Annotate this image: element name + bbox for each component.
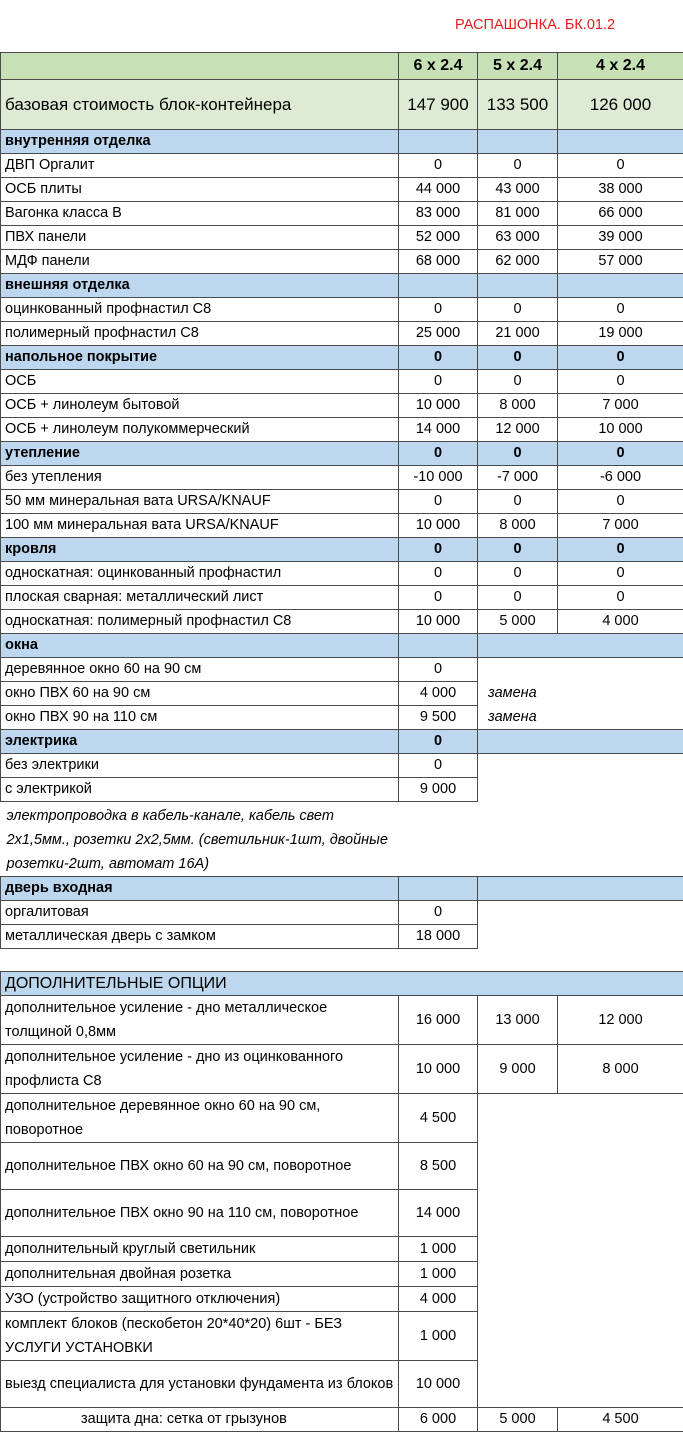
blank-cell	[478, 1287, 683, 1312]
table-row	[1, 754, 683, 778]
column-header: 6 x 2.4	[399, 53, 478, 80]
header-empty-cell	[1, 53, 399, 80]
section-value	[399, 130, 478, 154]
table-row	[1, 202, 683, 226]
blank-cell	[478, 1237, 683, 1262]
option-value: 13 000	[478, 996, 558, 1045]
item-value: 14 000	[399, 418, 478, 442]
section-value	[399, 274, 478, 298]
item-value: 25 000	[399, 322, 478, 346]
table-row	[1, 901, 683, 925]
table-row	[1, 490, 683, 514]
item-value: 0	[399, 586, 478, 610]
table-row	[1, 1408, 683, 1432]
section-title: дверь входная	[1, 877, 399, 901]
option-value: 9 000	[478, 1045, 558, 1094]
table-row	[1, 1094, 683, 1143]
item-label: односкатная: оцинкованный профнастил	[1, 562, 399, 586]
item-value: -7 000	[478, 466, 558, 490]
section-value	[399, 877, 478, 901]
table-row	[1, 1190, 683, 1237]
option-value: 12 000	[558, 996, 683, 1045]
item-value: 0	[399, 562, 478, 586]
item-label: оргалитовая	[1, 901, 399, 925]
document-title: РАСПАШОНКА. БК.01.2	[455, 17, 615, 33]
item-value: 8 000	[478, 514, 558, 538]
table-row	[1, 514, 683, 538]
item-label: ОСБ	[1, 370, 399, 394]
item-value: 0	[399, 754, 478, 778]
option-value: 5 000	[478, 1408, 558, 1432]
spacer-row	[1, 949, 683, 972]
table-row	[1, 706, 683, 730]
base-price-value: 133 500	[478, 80, 558, 130]
option-label: дополнительное усиление - дно металлическое толщиной 0,8мм	[1, 996, 399, 1045]
option-label: дополнительное деревянное окно 60 на 90 см, поворотное	[1, 1094, 399, 1143]
item-value: 0	[478, 298, 558, 322]
section-value: 0	[558, 538, 683, 562]
section-value: 0	[399, 538, 478, 562]
blank-cell	[478, 1312, 683, 1361]
item-label: ДВП Оргалит	[1, 154, 399, 178]
item-value: 0	[558, 586, 683, 610]
table-row	[1, 226, 683, 250]
section-value	[558, 130, 683, 154]
blank-cell	[478, 1361, 683, 1408]
base-price-value: 126 000	[558, 80, 683, 130]
option-label: дополнительное усиление - дно из оцинкованного профлиста С8	[1, 1045, 399, 1094]
blank-cell	[478, 778, 683, 802]
item-label: Вагонка класса В	[1, 202, 399, 226]
item-label: металлическая дверь с замком	[1, 925, 399, 949]
column-header: 5 x 2.4	[478, 53, 558, 80]
price-table-body	[1, 53, 683, 1432]
blank-cell	[478, 1190, 683, 1237]
item-value: 4 000	[399, 682, 478, 706]
section-title: кровля	[1, 538, 399, 562]
item-label: окно ПВХ 60 на 90 см	[1, 682, 399, 706]
base-price-row	[1, 80, 683, 130]
item-label: МДФ панели	[1, 250, 399, 274]
option-value: 8 500	[399, 1143, 478, 1190]
spacer-cell	[1, 949, 683, 972]
section-title: окна	[1, 634, 399, 658]
item-value: 7 000	[558, 514, 683, 538]
option-value: 1 000	[399, 1312, 478, 1361]
item-value: 81 000	[478, 202, 558, 226]
table-row	[1, 370, 683, 394]
item-value: 38 000	[558, 178, 683, 202]
table-row	[1, 658, 683, 682]
item-value: 0	[478, 586, 558, 610]
table-row	[1, 610, 683, 634]
option-value: 4 500	[399, 1094, 478, 1143]
item-value: 63 000	[478, 226, 558, 250]
blank-cell	[478, 901, 683, 925]
section-value: 0	[399, 730, 478, 754]
table-row	[1, 394, 683, 418]
option-label: комплект блоков (пескобетон 20*40*20) 6шт - БЕЗ УСЛУГИ УСТАНОВКИ	[1, 1312, 399, 1361]
option-value: 4 500	[558, 1408, 683, 1432]
section-value	[399, 634, 478, 658]
section-title: электрика	[1, 730, 399, 754]
table-row	[1, 322, 683, 346]
item-value: 10 000	[558, 418, 683, 442]
table-row	[1, 298, 683, 322]
item-label: полимерный профнастил С8	[1, 322, 399, 346]
item-value: 44 000	[399, 178, 478, 202]
table-row	[1, 1045, 683, 1094]
section-header-roof	[1, 538, 683, 562]
section-header-electrics	[1, 730, 683, 754]
item-value: -6 000	[558, 466, 683, 490]
blank-cell	[478, 1262, 683, 1287]
option-label: выезд специалиста для установки фундамента из блоков	[1, 1361, 399, 1408]
option-label: дополнительная двойная розетка	[1, 1262, 399, 1287]
column-header: 4 x 2.4	[558, 53, 683, 80]
section-header-windows	[1, 634, 683, 658]
option-label: дополнительное ПВХ окно 90 на 110 см, поворотное	[1, 1190, 399, 1237]
item-label: окно ПВХ 90 на 110 см	[1, 706, 399, 730]
option-value: 8 000	[558, 1045, 683, 1094]
option-label: защита дна: сетка от грызунов	[1, 1408, 399, 1432]
item-value: 5 000	[478, 610, 558, 634]
item-value: 68 000	[399, 250, 478, 274]
item-value: 21 000	[478, 322, 558, 346]
item-value: 0	[399, 490, 478, 514]
section-value: 0	[399, 346, 478, 370]
item-value: 9 000	[399, 778, 478, 802]
item-value: 19 000	[558, 322, 683, 346]
item-label: без электрики	[1, 754, 399, 778]
item-value: 0	[558, 298, 683, 322]
section-value: 0	[399, 442, 478, 466]
document-header	[0, 0, 683, 52]
item-value: 62 000	[478, 250, 558, 274]
option-label: дополнительный круглый светильник	[1, 1237, 399, 1262]
table-row	[1, 586, 683, 610]
table-row	[1, 996, 683, 1045]
item-value: 10 000	[399, 514, 478, 538]
section-value: 0	[478, 538, 558, 562]
option-value: 10 000	[399, 1045, 478, 1094]
option-value: 14 000	[399, 1190, 478, 1237]
item-label: односкатная: полимерный профнастил С8	[1, 610, 399, 634]
table-row	[1, 1262, 683, 1287]
section-title: напольное покрытие	[1, 346, 399, 370]
table-row	[1, 925, 683, 949]
item-value: 83 000	[399, 202, 478, 226]
section-title: внешняя отделка	[1, 274, 399, 298]
electrics-description-row	[1, 802, 683, 877]
item-value: 0	[399, 901, 478, 925]
item-value: 10 000	[399, 610, 478, 634]
table-row	[1, 250, 683, 274]
item-value: 57 000	[558, 250, 683, 274]
item-value: 0	[478, 490, 558, 514]
item-value: 12 000	[478, 418, 558, 442]
section-value	[478, 634, 683, 658]
section-header-floor	[1, 346, 683, 370]
options-header-row	[1, 972, 683, 996]
option-value: 10 000	[399, 1361, 478, 1408]
item-value: 0	[558, 154, 683, 178]
section-value	[558, 274, 683, 298]
item-label: ОСБ плиты	[1, 178, 399, 202]
section-value	[478, 730, 683, 754]
item-label: ОСБ + линолеум полукоммерческий	[1, 418, 399, 442]
item-value: 7 000	[558, 394, 683, 418]
table-row	[1, 154, 683, 178]
item-label: с электрикой	[1, 778, 399, 802]
column-header-row	[1, 53, 683, 80]
item-label: оцинкованный профнастил С8	[1, 298, 399, 322]
option-value: 16 000	[399, 996, 478, 1045]
table-row	[1, 778, 683, 802]
item-value: 0	[399, 658, 478, 682]
item-value: 0	[558, 562, 683, 586]
table-row	[1, 466, 683, 490]
item-value: 0	[478, 370, 558, 394]
item-value: 0	[558, 370, 683, 394]
table-row	[1, 418, 683, 442]
item-label: плоская сварная: металлический лист	[1, 586, 399, 610]
options-title: ДОПОЛНИТЕЛЬНЫЕ ОПЦИИ	[1, 972, 683, 996]
option-label: дополнительное ПВХ окно 60 на 90 см, поворотное	[1, 1143, 399, 1190]
table-row	[1, 1287, 683, 1312]
option-value: 4 000	[399, 1287, 478, 1312]
blank-cell	[399, 802, 683, 877]
section-header-door	[1, 877, 683, 901]
item-label: деревянное окно 60 на 90 см	[1, 658, 399, 682]
blank-cell	[478, 925, 683, 949]
item-value: 0	[399, 370, 478, 394]
item-value: 10 000	[399, 394, 478, 418]
replacement-note: замена	[478, 706, 683, 730]
section-value: 0	[478, 442, 558, 466]
item-value: 4 000	[558, 610, 683, 634]
section-header-insulation	[1, 442, 683, 466]
replacement-note: замена	[478, 682, 683, 706]
section-value: 0	[558, 346, 683, 370]
section-header-exterior	[1, 274, 683, 298]
section-value	[478, 877, 683, 901]
base-price-value: 147 900	[399, 80, 478, 130]
section-title: утепление	[1, 442, 399, 466]
section-value	[478, 274, 558, 298]
section-value: 0	[478, 346, 558, 370]
item-value: 0	[399, 154, 478, 178]
base-price-label: базовая стоимость блок-контейнера	[1, 80, 399, 130]
item-value: 8 000	[478, 394, 558, 418]
replacement-note	[478, 658, 683, 682]
table-row	[1, 1237, 683, 1262]
item-value: 66 000	[558, 202, 683, 226]
item-label: ОСБ + линолеум бытовой	[1, 394, 399, 418]
item-label: 100 мм минеральная вата URSA/KNAUF	[1, 514, 399, 538]
table-row	[1, 682, 683, 706]
section-header-interior	[1, 130, 683, 154]
table-row	[1, 1361, 683, 1408]
option-value: 6 000	[399, 1408, 478, 1432]
option-label: УЗО (устройство защитного отключения)	[1, 1287, 399, 1312]
section-value	[478, 130, 558, 154]
item-value: 39 000	[558, 226, 683, 250]
item-value: 0	[478, 154, 558, 178]
item-value: 0	[558, 490, 683, 514]
table-row	[1, 1143, 683, 1190]
item-value: 9 500	[399, 706, 478, 730]
option-value: 1 000	[399, 1237, 478, 1262]
item-value: -10 000	[399, 466, 478, 490]
item-value: 52 000	[399, 226, 478, 250]
price-table	[0, 52, 683, 1432]
option-value: 1 000	[399, 1262, 478, 1287]
item-value: 0	[399, 298, 478, 322]
electrics-description: электропроводка в кабель-канале, кабель свет 2х1,5мм., розетки 2х2,5мм. (светильник-1шт, двойные розетки-2шт, автомат 16А)	[1, 802, 399, 877]
item-value: 18 000	[399, 925, 478, 949]
section-value: 0	[558, 442, 683, 466]
table-row	[1, 178, 683, 202]
blank-cell	[478, 754, 683, 778]
blank-cell	[478, 1143, 683, 1190]
item-label: 50 мм минеральная вата URSA/KNAUF	[1, 490, 399, 514]
item-value: 43 000	[478, 178, 558, 202]
item-label: ПВХ панели	[1, 226, 399, 250]
table-row	[1, 562, 683, 586]
item-label: без утепления	[1, 466, 399, 490]
table-row	[1, 1312, 683, 1361]
section-title: внутренняя отделка	[1, 130, 399, 154]
blank-cell	[478, 1094, 683, 1143]
item-value: 0	[478, 562, 558, 586]
